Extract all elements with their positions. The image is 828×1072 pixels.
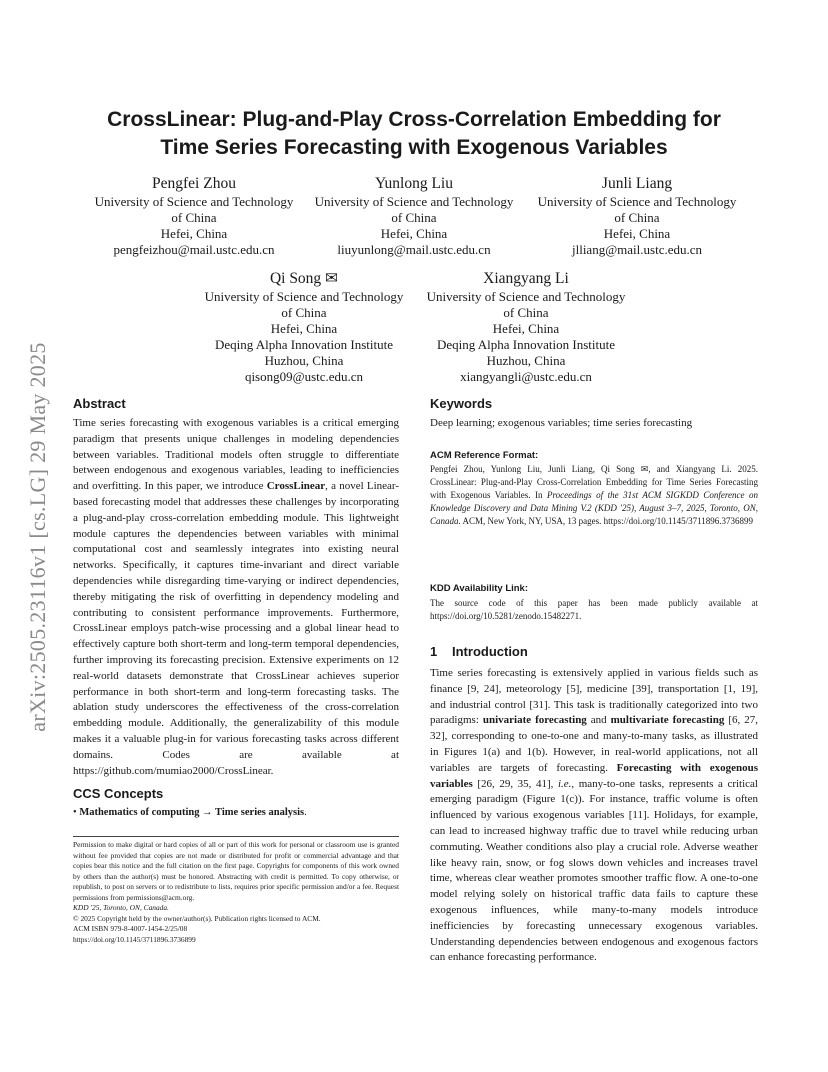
author-name: Junli Liang [601,175,673,192]
footnote-rule [73,836,399,837]
author-email[interactable]: jlliang@mail.ustc.edu.cn [571,242,703,257]
footnote-block [73,840,399,945]
copyright-line: © 2025 Copyright held by the owner/author(s). Publication rights licensed to ACM. [73,913,321,923]
doi-link[interactable]: https://doi.org/10.1145/3711896.3736899 [73,934,196,944]
author-block [196,269,412,385]
abstract-text [73,416,399,779]
author-city-2: Huzhou, China [264,353,344,368]
ccs-concept: Mathematics of computing → Time series analysis [79,807,305,818]
abstract-text-a: Time series forecasting with exogenous variables is a critical emerging paradigm that presents unique challenges in modeling dependencies between variables. Traditional models often struggle to differentiate between endogenous and exogenous variables, leading to inefficiencies and overfitting. In this paper, we introduce [73,417,399,493]
keywords-section [430,396,758,432]
introduction-section [430,644,758,966]
author-name: Pengfei Zhou [152,175,236,192]
arxiv-stamp [10,296,66,778]
isbn-line: ACM ISBN 979-8-4007-1454-2/25/08 [73,924,188,933]
author-name: Xiangyang Li [483,270,569,287]
author-city-2: Huzhou, China [486,353,566,368]
availability-section [430,582,758,623]
keywords-text: Deep learning; exogenous variables; time series forecasting [430,417,693,429]
ccs-bullet: • [73,807,77,818]
ccs-heading: CCS Concepts [73,786,164,801]
ccs-item [73,805,399,821]
reference-rest: ACM, New York, NY, USA, 13 pages. https://doi.org/10.1145/3711896.3736899 [460,516,754,526]
author-block [418,269,634,385]
intro-text-1: Time series forecasting is extensively applied in various fields such as finance [9, 24], meteorology [5], medicine [39], transportation [1, 19], and industrial control [31]. This task is traditionally categorized into two paradigms: [430,667,758,727]
author-affiliation: University of Science and Technology [314,194,514,209]
introduction-paragraph [430,666,758,966]
author-city: Hefei, China [160,226,228,241]
abstract-text-b: , a novel Linear-based forecasting model that addresses these challenges by incorporating a plug-and-play cross-correlation embedding module. This lightweight module captures the dependencies between variables with minimal computational cost and seamlessly integrates into existing neural networks. Specifically, it captures time-invariant and direct variable dependencies while disregarding time-varying or indirect dependencies, thereby mitigating the risk of overfitting in dependency modeling and contributing to consistent performance improvements. Furthermore, CrossLinear employs patch-wise processing and a global linear head to effectively capture both short-term and long-term temporal dependencies, further improving its forecasting precision. Extensive experiments on 12 real-world datasets demonstrate that CrossLinear achieves superior performance in both short-term and long-term forecasting tasks. The ablation study underscores the effectiveness of the cross-correlation embedding module. Additionally, the generalizability of this module makes it a valuable plug-in for various forecasting tasks across different domains. Codes are available at https://github.com/mumiao2000/CrossLinear. [73,480,399,777]
author-city: Hefei, China [603,226,671,241]
author-affiliation-cont: of China [281,305,327,320]
arxiv-stamp-text: arXiv:2505.23116v1 [cs.LG] 29 May 2025 [25,342,50,732]
section-title: Introduction [452,644,528,659]
permission-notice: Permission to make digital or hard copies of all or part of this work for personal or classroom use is granted without fee provided that copies are not made or distributed for profit or commercial advantage and that copies bear this notice and the full citation on the first page. Copyrights for components of this work owned by others than the author(s) must be honored. Abstracting with credit is permitted. To copy otherwise, or republish, to post on servers or to redistribute to lists, requires prior specific permission and/or a fee. Request permissions from permissions@acm.org. [73,840,399,902]
author-affiliation: University of Science and Technology [94,194,294,209]
paper-title [40,106,788,162]
author-block [306,174,522,258]
author-city: Hefei, China [270,321,338,336]
intro-text-5: , many-to-one tasks, represents a critical emerging paradigm (Figure 1(c)). For instance, traffic volume is often influenced by various exogenous variables [11]. Holidays, for example, can lead to increased highway traffic due to travel while reducing urban commuting. Weather conditions also play a crucial role. Adverse weather like heavy rain, snow, or fog slows down vehicles and increases travel time, whereas clear weather promotes smoother traffic flow. A one-to-one model relying solely on historical traffic data fails to capture these exogenous influences, while many-to-many models introduce inefficiencies by forecasting unnecessary exogenous variables. Understanding dependencies between endogenous and exogenous factors can enhance forecasting performance. [430,777,758,964]
author-affiliation-cont: of China [391,210,437,225]
author-city: Hefei, China [492,321,560,336]
reference-venue: Proceedings of the 31st ACM SIGKDD Conference on Knowledge Discovery and Data Mining V.2 (KDD '25), August 3–7, 2025, Toronto, ON, Canada. [430,490,758,526]
author-block [528,174,746,258]
author-block [84,174,304,258]
intro-bold-univariate: univariate forecasting [482,714,587,727]
author-email[interactable]: liuyunlong@mail.ustc.edu.cn [337,242,491,257]
reference-format [430,449,758,528]
title-line-2: Time Series Forecasting with Exogenous Variables [160,136,668,159]
reference-heading: ACM Reference Format: [430,450,539,461]
title-line-1: CrossLinear: Plug-and-Play Cross-Correlation Embedding for [107,108,721,131]
abstract-model-name: CrossLinear [266,480,326,493]
conference-venue: KDD '25, Toronto, ON, Canada. [73,903,169,912]
author-city: Hefei, China [380,226,448,241]
ccs-section [73,786,399,821]
intro-italic-ie: i.e. [557,777,572,790]
author-name: Qi Song ✉ [269,270,339,287]
reference-authors: Pengfei Zhou, Yunlong Liu, Junli Liang, Qi Song ✉, and Xiangyang Li. 2025. CrossLinear: Plug-and-Play Cross-Correlation Embedding for Time Series Forecasting with Exogenous Variables. In [430,464,758,500]
intro-text-4: [26, 29, 35, 41], [472,777,558,790]
section-number: 1 [430,644,438,659]
abstract-heading: Abstract [73,396,126,411]
intro-text-3: [6, 27, 32], corresponding to one-to-one and many-to-many tasks, as illustrated in Figures 1(a) and 1(b). However, in real-world applications, not all variables are targets of forecasting. [430,714,758,774]
keywords-heading: Keywords [430,396,493,411]
left-column [73,396,399,779]
ccs-period: . [304,807,307,818]
author-email[interactable]: xiangyangli@ustc.edu.cn [460,369,592,384]
author-affiliation-cont: of China [503,305,549,320]
author-institution: Deqing Alpha Innovation Institute [436,337,615,352]
introduction-heading [430,644,758,660]
author-affiliation-cont: of China [171,210,217,225]
author-affiliation-cont: of China [614,210,660,225]
intro-bold-exogenous: Forecasting with exogenous variables [430,761,758,790]
intro-bold-multivariate: multivariate forecasting [610,714,725,727]
author-email[interactable]: pengfeizhou@mail.ustc.edu.cn [113,242,275,257]
author-institution: Deqing Alpha Innovation Institute [214,337,393,352]
author-affiliation: University of Science and Technology [426,289,626,304]
availability-text: The source code of this paper has been made publicly available at https://doi.org/10.5281/zenodo.15482271. [430,598,758,621]
intro-text-2: and [586,714,611,727]
author-email[interactable]: qisong09@ustc.edu.cn [244,369,364,384]
availability-heading: KDD Availability Link: [430,583,529,594]
author-affiliation: University of Science and Technology [204,289,404,304]
reference-text [430,463,758,528]
author-affiliation: University of Science and Technology [537,194,737,209]
author-name: Yunlong Liu [375,175,453,192]
